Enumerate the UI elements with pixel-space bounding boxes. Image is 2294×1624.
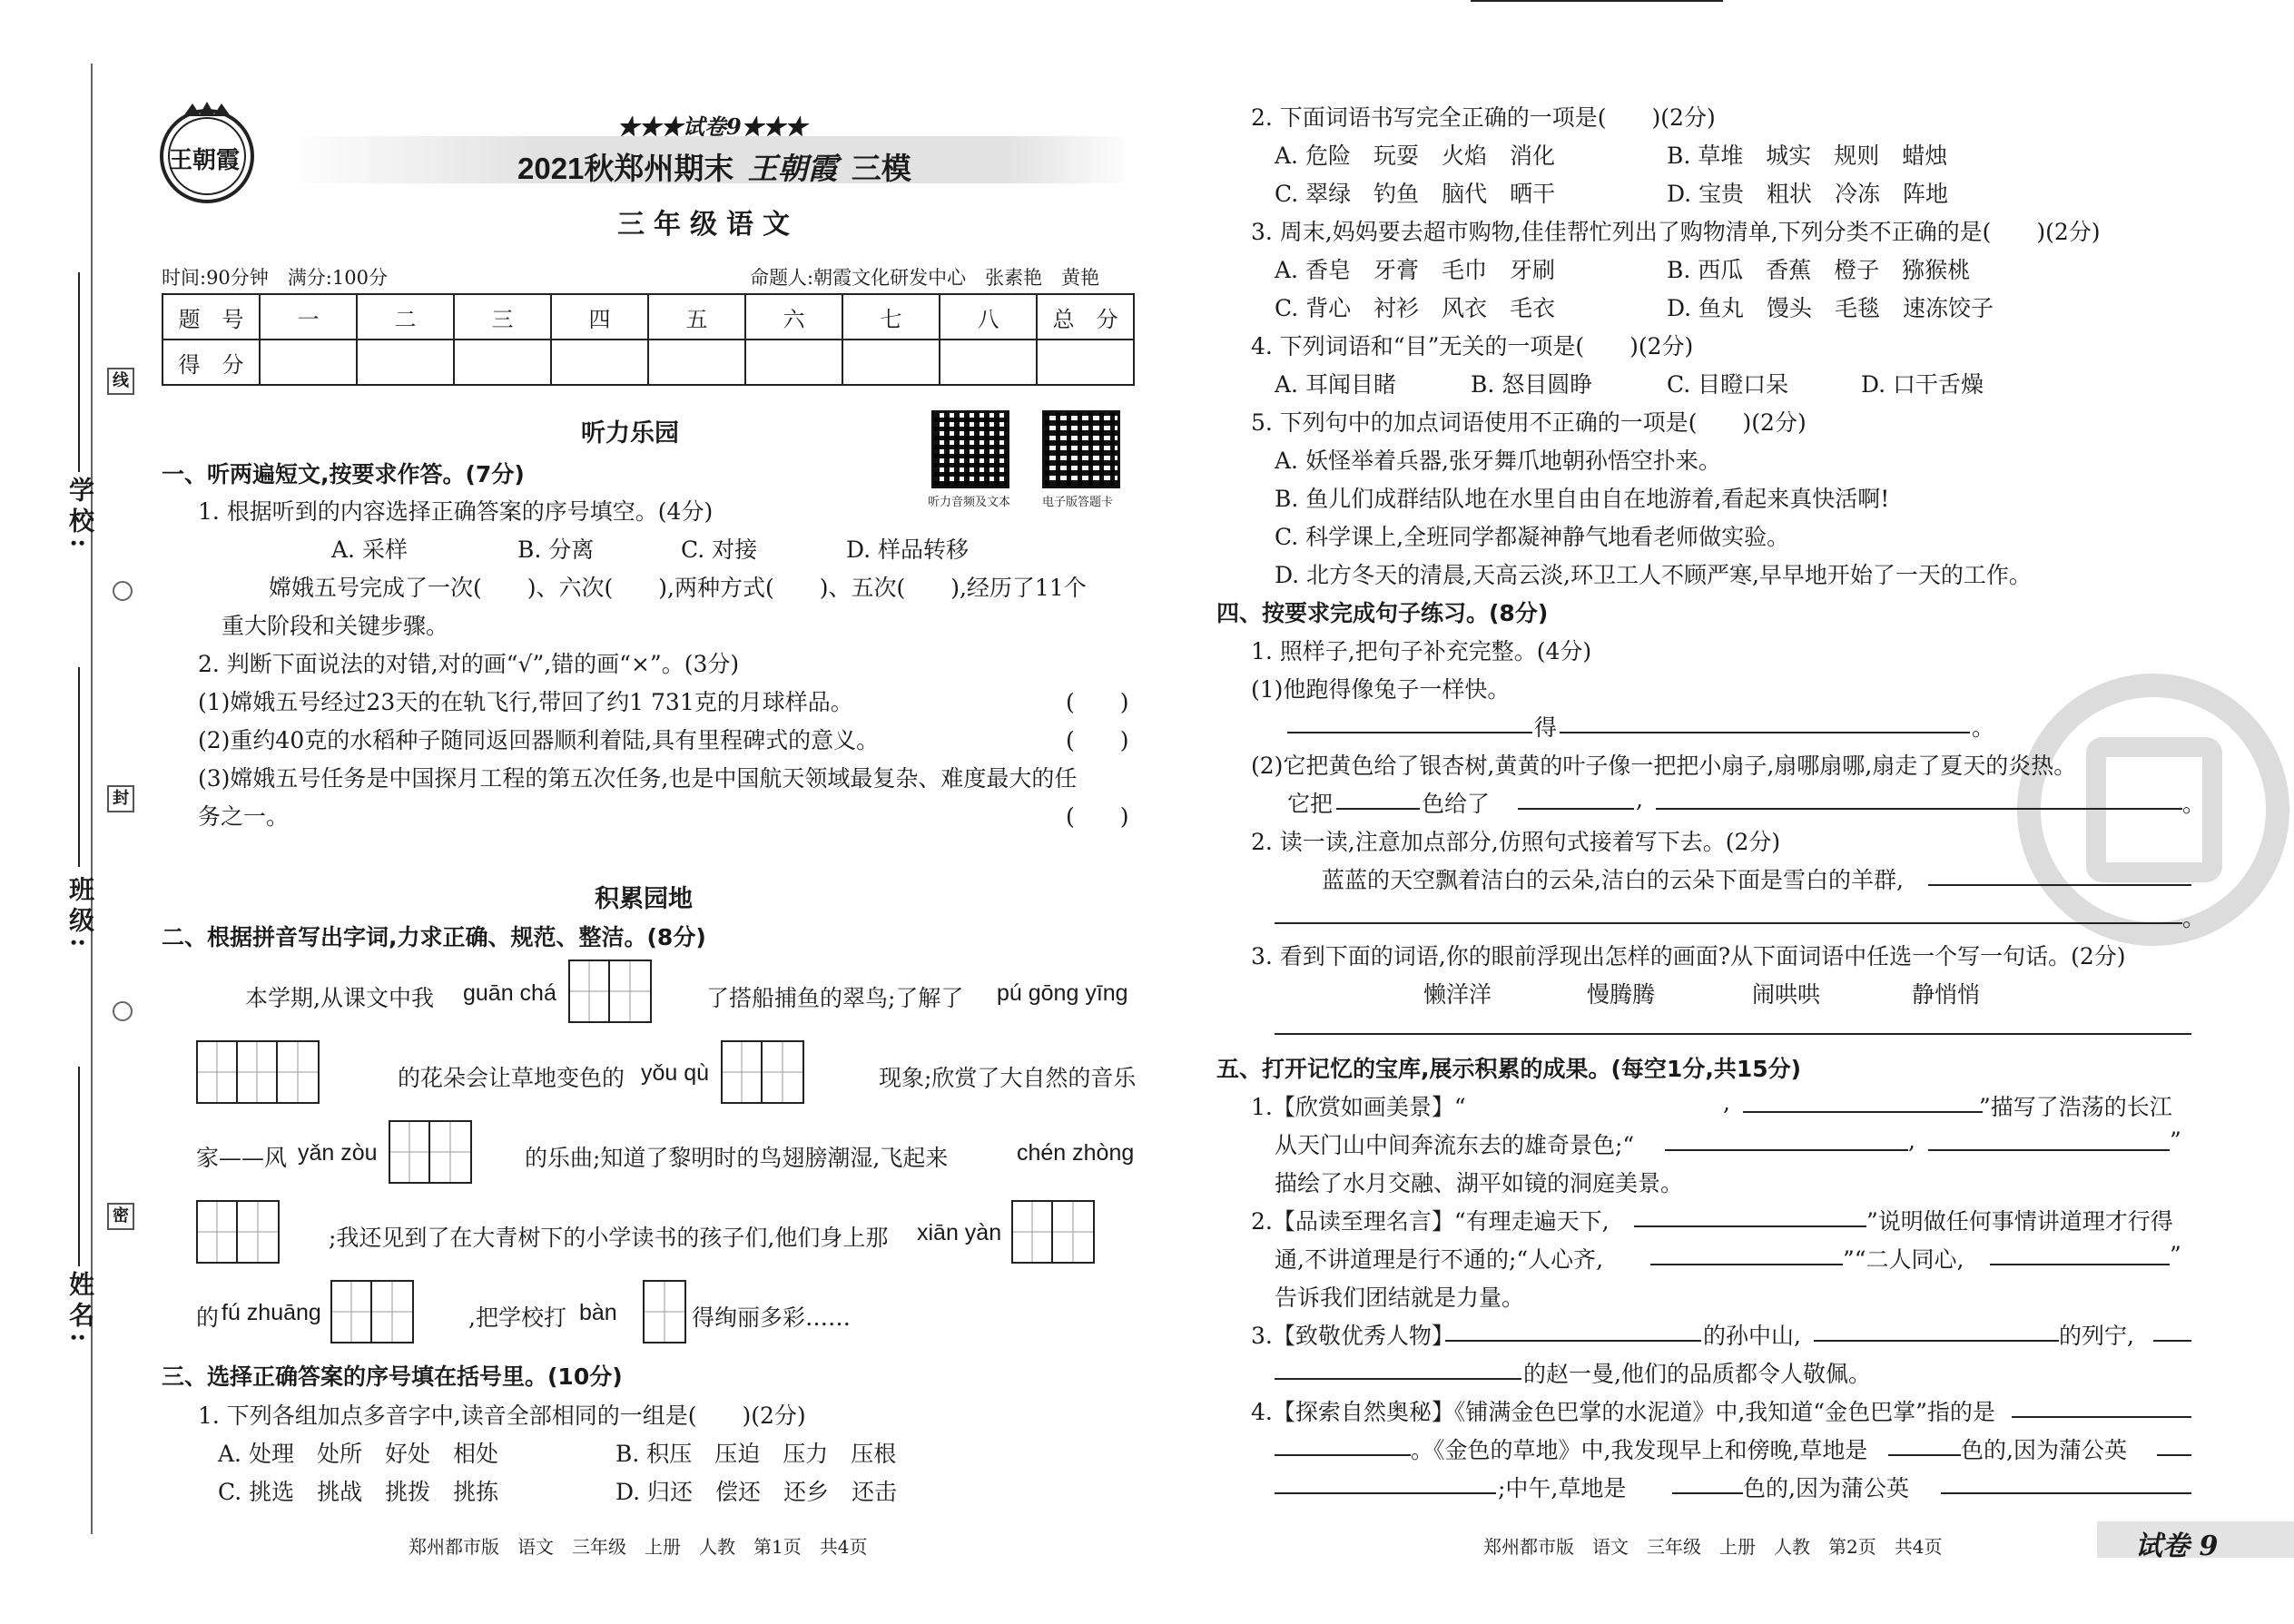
q5-1a-tail: ”描写了浩荡的长江	[1979, 1094, 2172, 1120]
q5-3-line4[interactable]	[1275, 1378, 1521, 1380]
answer-grid-pugongying[interactable]	[196, 1040, 320, 1104]
pinyin-youqu: yǒu qù	[641, 1060, 710, 1086]
r-q2: 2. 下面词语书写完全正确的一项是( )(2分)	[1251, 104, 1716, 131]
q5-1-line2[interactable]	[1743, 1111, 1983, 1113]
answer-grid-xianyan[interactable]	[1011, 1200, 1095, 1264]
judge-2-paren[interactable]: ( )	[1066, 727, 1129, 753]
pinyin-guancha: guān chá	[463, 980, 556, 1006]
q5-1-line4[interactable]	[1928, 1149, 2170, 1151]
q5-2-line3[interactable]	[1990, 1264, 2170, 1265]
score-cell[interactable]	[357, 340, 454, 385]
qr-audio-icon[interactable]	[931, 410, 1009, 488]
q5-4-line4[interactable]	[2157, 1454, 2191, 1456]
r-q4-b: B. 怒目圆睁	[1471, 371, 1593, 398]
q5-4-line6[interactable]	[1672, 1492, 1743, 1494]
score-head: 五	[648, 294, 745, 340]
q5-4a: 4.【探索自然奥秘】《铺满金色巴掌的水泥道》中,我知道“金色巴掌”指的是	[1251, 1399, 1995, 1425]
q4-1b-b: 色给了	[1422, 791, 1491, 817]
score-head: 四	[551, 294, 648, 340]
q5-3-line1[interactable]	[1445, 1340, 1701, 1342]
q4-2-sentence: 蓝蓝的天空飘着洁白的云朵,洁白的云朵下面是雪白的羊群,	[1322, 867, 1904, 893]
judge-1-paren[interactable]: ( )	[1066, 689, 1129, 715]
score-cell[interactable]	[648, 340, 745, 385]
score-head: 六	[745, 294, 842, 340]
q5-2-line1[interactable]	[1634, 1225, 1866, 1227]
q5-1c: 描绘了水月交融、湖平如镜的洞庭美景。	[1275, 1170, 1684, 1196]
q2-text: 的乐曲;知道了黎明时的鸟翅膀潮湿,飞起来	[525, 1145, 949, 1171]
q1-opt-b: B. 分离	[517, 536, 595, 563]
score-cell[interactable]	[940, 340, 1037, 385]
q5-4-line7[interactable]	[1941, 1492, 2191, 1494]
q1-fill-text: 嫦娥五号完成了一次( )、六次( ),两种方式( )、五次( ),经历了11个	[269, 575, 1087, 601]
q4-1a-line1[interactable]	[1287, 732, 1532, 733]
answer-grid-fuzhuang[interactable]	[330, 1280, 414, 1343]
q4-3-word: 慢腾腾	[1587, 981, 1656, 1008]
q5-3-line3[interactable]	[2153, 1340, 2191, 1342]
q4-1a-de: 得	[1534, 714, 1558, 741]
q4-1a: (1)他跑得像兔子一样快。	[1251, 676, 1511, 703]
q4-1b-line3[interactable]	[1656, 808, 2182, 810]
page-footer-left: 郑州都市版 语文 三年级 上册 人教 第1页 共4页	[409, 1536, 868, 1558]
q4-heading: 四、按要求完成句子练习。(8分)	[1216, 600, 1549, 626]
q4-1b-line2[interactable]	[1518, 808, 1634, 810]
q2-text: ;我还见到了在大青树下的小学读书的孩子们,他们身上那	[329, 1225, 889, 1251]
score-head: 一	[260, 294, 357, 340]
judge-3: (3)嫦娥五号任务是中国探月工程的第五次任务,也是中国航天领域最复杂、难度最大的任	[198, 765, 1078, 792]
logo-text: 王朝霞	[169, 147, 241, 174]
seal-line: 线	[107, 368, 134, 395]
r-q3-b: B. 西瓜 香蕉 橙子 猕猴桃	[1667, 257, 1971, 283]
r-q5-c: C. 科学课上,全班同学都凝神静气地看老师做实验。	[1275, 524, 1790, 550]
score-cell[interactable]	[1037, 340, 1134, 385]
q5-2a-tail: ”说明做任何事情讲道理才行得	[1866, 1208, 2173, 1235]
score-head: 七	[842, 294, 940, 340]
r-q5-b: B. 鱼儿们成群结队地在水里自由自在地游着,看起来真快活啊!	[1275, 486, 1890, 512]
q1-heading: 一、听两遍短文,按要求作答。(7分)	[162, 461, 525, 487]
q5-3a-tail: 的列宁,	[2059, 1323, 2134, 1349]
q4-3: 3. 看到下面的词语,你的眼前浮现出怎样的画面?从下面词语中任选一个写一句话。(2分)	[1251, 943, 2126, 969]
q2-text: 家——风	[196, 1145, 288, 1171]
paper-series: ★★★试卷9★★★	[617, 113, 807, 140]
pinyin-chenzhong: chén zhòng	[1017, 1140, 1135, 1166]
seal-fold: 封	[107, 785, 134, 812]
r-q4-c: C. 目瞪口呆	[1667, 371, 1789, 398]
title-mock: 三模	[851, 152, 911, 185]
q3-1-opt-d: D. 归还 偿还 还乡 还击	[615, 1479, 898, 1505]
seal-secret: 密	[107, 1203, 134, 1230]
q5-1a-comma: ,	[1723, 1089, 1730, 1116]
title-text: 2021秋郑州期末	[517, 152, 734, 185]
q2-text: 本学期,从课文中我	[245, 985, 434, 1011]
q5-4c: ;中午,草地是	[1498, 1475, 1627, 1501]
q2-text: 的	[196, 1304, 220, 1331]
q1-2: 2. 判断下面说法的对错,对的画“√”,错的画“×”。(3分)	[198, 651, 740, 677]
judge-2: (2)重约40克的水稻种子随同返回器顺利着陆,具有里程碑式的意义。	[198, 727, 880, 753]
q5-4-line5[interactable]	[1275, 1492, 1496, 1494]
q4-1: 1. 照样子,把句子补充完整。(4分)	[1251, 638, 1592, 664]
pinyin-pugongying: pú gōng yīng	[997, 980, 1128, 1006]
watermark-seal	[2017, 674, 2289, 946]
qr-audio-caption: 听力音频及文本	[928, 496, 1011, 509]
q5-3a: 3.【致敬优秀人物】	[1251, 1323, 1454, 1349]
section-accumulation: 积累园地	[595, 885, 693, 913]
q5-1a: 1.【欣赏如画美景】“	[1251, 1094, 1466, 1120]
q5-4b: 。《金色的草地》中,我发现早上和傍晚,草地是	[1411, 1437, 1868, 1463]
r-q3-d: D. 鱼丸 馒头 毛毯 速冻饺子	[1667, 295, 1994, 321]
q4-1b-line1[interactable]	[1336, 808, 1420, 810]
score-cell[interactable]	[260, 340, 357, 385]
page-footer-right: 郑州都市版 语文 三年级 上册 人教 第2页 共4页	[1483, 1536, 1943, 1558]
q2-text: ,把学校打	[468, 1304, 566, 1331]
q2-text: 现象;欣赏了大自然的音乐	[879, 1065, 1137, 1091]
score-head: 总 分	[1037, 294, 1134, 340]
q4-1b-a: 它把	[1287, 791, 1334, 817]
q5-4-line1[interactable]	[2012, 1416, 2191, 1418]
school-label: 学校:	[65, 477, 95, 554]
q4-2-line2[interactable]	[1275, 922, 2182, 924]
judge-1: (1)嫦娥五号经过23天的在轨飞行,带回了约1 731克的月球样品。	[198, 689, 853, 715]
r-q5-a: A. 妖怪举着兵器,张牙舞爪地朝孙悟空扑来。	[1275, 448, 1721, 474]
q1-opt-c: C. 对接	[681, 536, 758, 563]
q2-heading: 二、根据拼音写出字词,力求正确、规范、整洁。(8分)	[162, 924, 706, 950]
answer-grid-ban[interactable]	[643, 1280, 686, 1343]
answer-grid-yanzou[interactable]	[389, 1120, 472, 1184]
q4-3-line[interactable]	[1275, 1033, 2191, 1035]
score-header-row	[162, 294, 1134, 340]
qr-answer-card-icon[interactable]	[1042, 410, 1120, 488]
title-brand: 王朝霞	[747, 151, 838, 186]
pinyin-yanzou: yǎn zòu	[298, 1140, 378, 1166]
qr-card-caption: 电子版答题卡	[1042, 496, 1114, 509]
judge-3b: 务之一。	[198, 803, 290, 830]
q3-1-opt-b: B. 积压 压迫 压力 压根	[615, 1441, 897, 1467]
q2-text: 了搭船捕鱼的翠鸟;了解了	[706, 985, 964, 1011]
exam-authors: 命题人:朝霞文化研发中心 张素艳 黄艳	[750, 267, 1100, 289]
q5-3b: 的赵一曼,他们的品质都令人敬佩。	[1523, 1361, 1871, 1387]
q4-2: 2. 读一读,注意加点部分,仿照句式接着写下去。(2分)	[1251, 829, 1781, 855]
q4-1b-c: ,	[1636, 786, 1643, 812]
q5-2b: 通,不讲道理是行不通的;“人心齐,	[1275, 1246, 1604, 1273]
q5-2-line2[interactable]	[1650, 1264, 1843, 1265]
score-head: 题 号	[162, 294, 260, 340]
q4-3-word: 懒洋洋	[1423, 981, 1492, 1008]
r-q2-d: D. 宝贵 粗状 冷冻 阵地	[1667, 181, 1949, 207]
exam-time: 时间:90分钟 满分:100分	[162, 267, 388, 289]
q5-2b-mid: ”“二人同心,	[1843, 1246, 1964, 1273]
q1-opt-a: A. 采样	[331, 536, 408, 563]
q4-2-line1[interactable]	[1928, 884, 2191, 886]
q3-heading: 三、选择正确答案的序号填在括号里。(10分)	[162, 1363, 623, 1390]
q4-3-word: 静悄悄	[1912, 981, 1981, 1008]
q5-2b-quote: ”	[2170, 1242, 2181, 1268]
pinyin-fuzhuang: fú zhuāng	[222, 1300, 321, 1325]
r-q3-c: C. 背心 衬衫 风衣 毛衣	[1275, 295, 1556, 321]
paper-badge: 试卷 9	[2135, 1530, 2219, 1562]
pinyin-ban: bàn	[579, 1300, 617, 1325]
score-cell[interactable]	[454, 340, 551, 385]
pinyin-xianyan: xiān yàn	[917, 1220, 1002, 1245]
q5-2a: 2.【品读至理名言】“有理走遍天下,	[1251, 1208, 1610, 1235]
name-label: 姓名:	[65, 1271, 95, 1348]
q1-opt-d: D. 样品转移	[846, 536, 970, 563]
q5-1-line3[interactable]	[1665, 1149, 1908, 1151]
answer-grid-guancha[interactable]	[568, 960, 652, 1023]
r-q3-a: A. 香皂 牙膏 毛巾 牙刷	[1275, 257, 1555, 283]
score-value-row	[162, 340, 1134, 385]
paper-subject: 三年级语文	[617, 209, 799, 241]
q4-1b: (2)它把黄色给了银杏树,黄黄的叶子像一把把小扇子,扇哪扇哪,扇走了夏天的炎热。	[1251, 753, 2077, 779]
r-q4-d: D. 口干舌燥	[1861, 371, 1984, 398]
r-q3: 3. 周末,妈妈要去超市购物,佳佳帮忙列出了购物清单,下列分类不正确的是( )(2分)	[1251, 219, 2101, 245]
q5-3a-mid: 的孙中山,	[1703, 1323, 1801, 1349]
score-head: 三	[454, 294, 551, 340]
answer-grid-chenzhong[interactable]	[196, 1200, 280, 1264]
score-table	[162, 293, 1135, 386]
section-listening: 听力乐园	[581, 419, 679, 448]
q3-1-opt-a: A. 处理 处所 好处 相处	[218, 1441, 498, 1467]
q2-text: 得绚丽多彩……	[692, 1304, 852, 1331]
binding-hole	[113, 581, 133, 601]
q5-4c-tail: 色的,因为蒲公英	[1743, 1475, 1909, 1501]
q5-1b: 从天门山中间奔流东去的雄奇景色;“	[1275, 1132, 1635, 1158]
r-q4: 4. 下列词语和“目”无关的一项是( )(2分)	[1251, 333, 1694, 359]
q3-1-opt-c: C. 挑选 挑战 挑拨 挑拣	[218, 1479, 499, 1505]
score-label: 得 分	[162, 340, 260, 385]
school-line	[78, 272, 80, 472]
r-q2-a: A. 危险 玩耍 火焰 消化	[1275, 143, 1555, 169]
q4-1a-line2[interactable]	[1560, 732, 1970, 733]
q5-heading: 五、打开记忆的宝库,展示积累的成果。(每空1分,共15分)	[1216, 1056, 1802, 1082]
r-q5: 5. 下列句中的加点词语使用不正确的一项是( )(2分)	[1251, 409, 1807, 436]
q5-1b-quote: ”	[2170, 1127, 2181, 1154]
r-q4-a: A. 耳闻目睹	[1275, 371, 1396, 398]
q5-4b-tail: 色的,因为蒲公英	[1961, 1437, 2127, 1463]
class-label: 班级:	[65, 876, 95, 953]
q4-2-period: 。	[2182, 905, 2206, 931]
q4-1a-period: 。	[1972, 714, 1995, 741]
q1-1: 1. 根据听到的内容选择正确答案的序号填空。(4分)	[198, 498, 714, 525]
name-line	[78, 1067, 80, 1266]
binding-hole	[113, 1001, 133, 1021]
score-head: 八	[940, 294, 1037, 340]
score-cell[interactable]	[842, 340, 940, 385]
q5-4-line2[interactable]	[1275, 1454, 1411, 1456]
r-q2-b: B. 草堆 城实 规则 蜡烛	[1667, 143, 1948, 169]
score-cell[interactable]	[551, 340, 648, 385]
q3-1: 1. 下列各组加点多音字中,读音全部相同的一组是( )(2分)	[198, 1403, 806, 1429]
answer-grid-youqu[interactable]	[721, 1040, 804, 1104]
r-q5-d: D. 北方冬天的清晨,天高云淡,环卫工人不顾严寒,早早地开始了一天的工作。	[1275, 562, 2032, 588]
q5-2c: 告诉我们团结就是力量。	[1275, 1284, 1525, 1311]
judge-3-paren[interactable]: ( )	[1066, 803, 1129, 830]
q5-3-line2[interactable]	[1814, 1340, 2059, 1342]
q1-fill-text2: 重大阶段和关键步骤。	[222, 613, 449, 639]
class-line	[78, 667, 80, 867]
paper-title	[517, 145, 911, 188]
q4-3-word: 闹哄哄	[1752, 981, 1821, 1008]
q5-1-line1[interactable]	[1471, 0, 1723, 2]
q4-1b-period: 。	[2182, 791, 2206, 817]
r-q2-c: C. 翠绿 钓鱼 脑代 晒干	[1275, 181, 1556, 207]
q2-text: 的花朵会让草地变色的	[398, 1065, 625, 1091]
score-cell[interactable]	[745, 340, 842, 385]
score-head: 二	[357, 294, 454, 340]
q5-1b-comma: ,	[1908, 1127, 1915, 1154]
q5-4-line3[interactable]	[1888, 1454, 1961, 1456]
brand-logo	[156, 100, 258, 209]
